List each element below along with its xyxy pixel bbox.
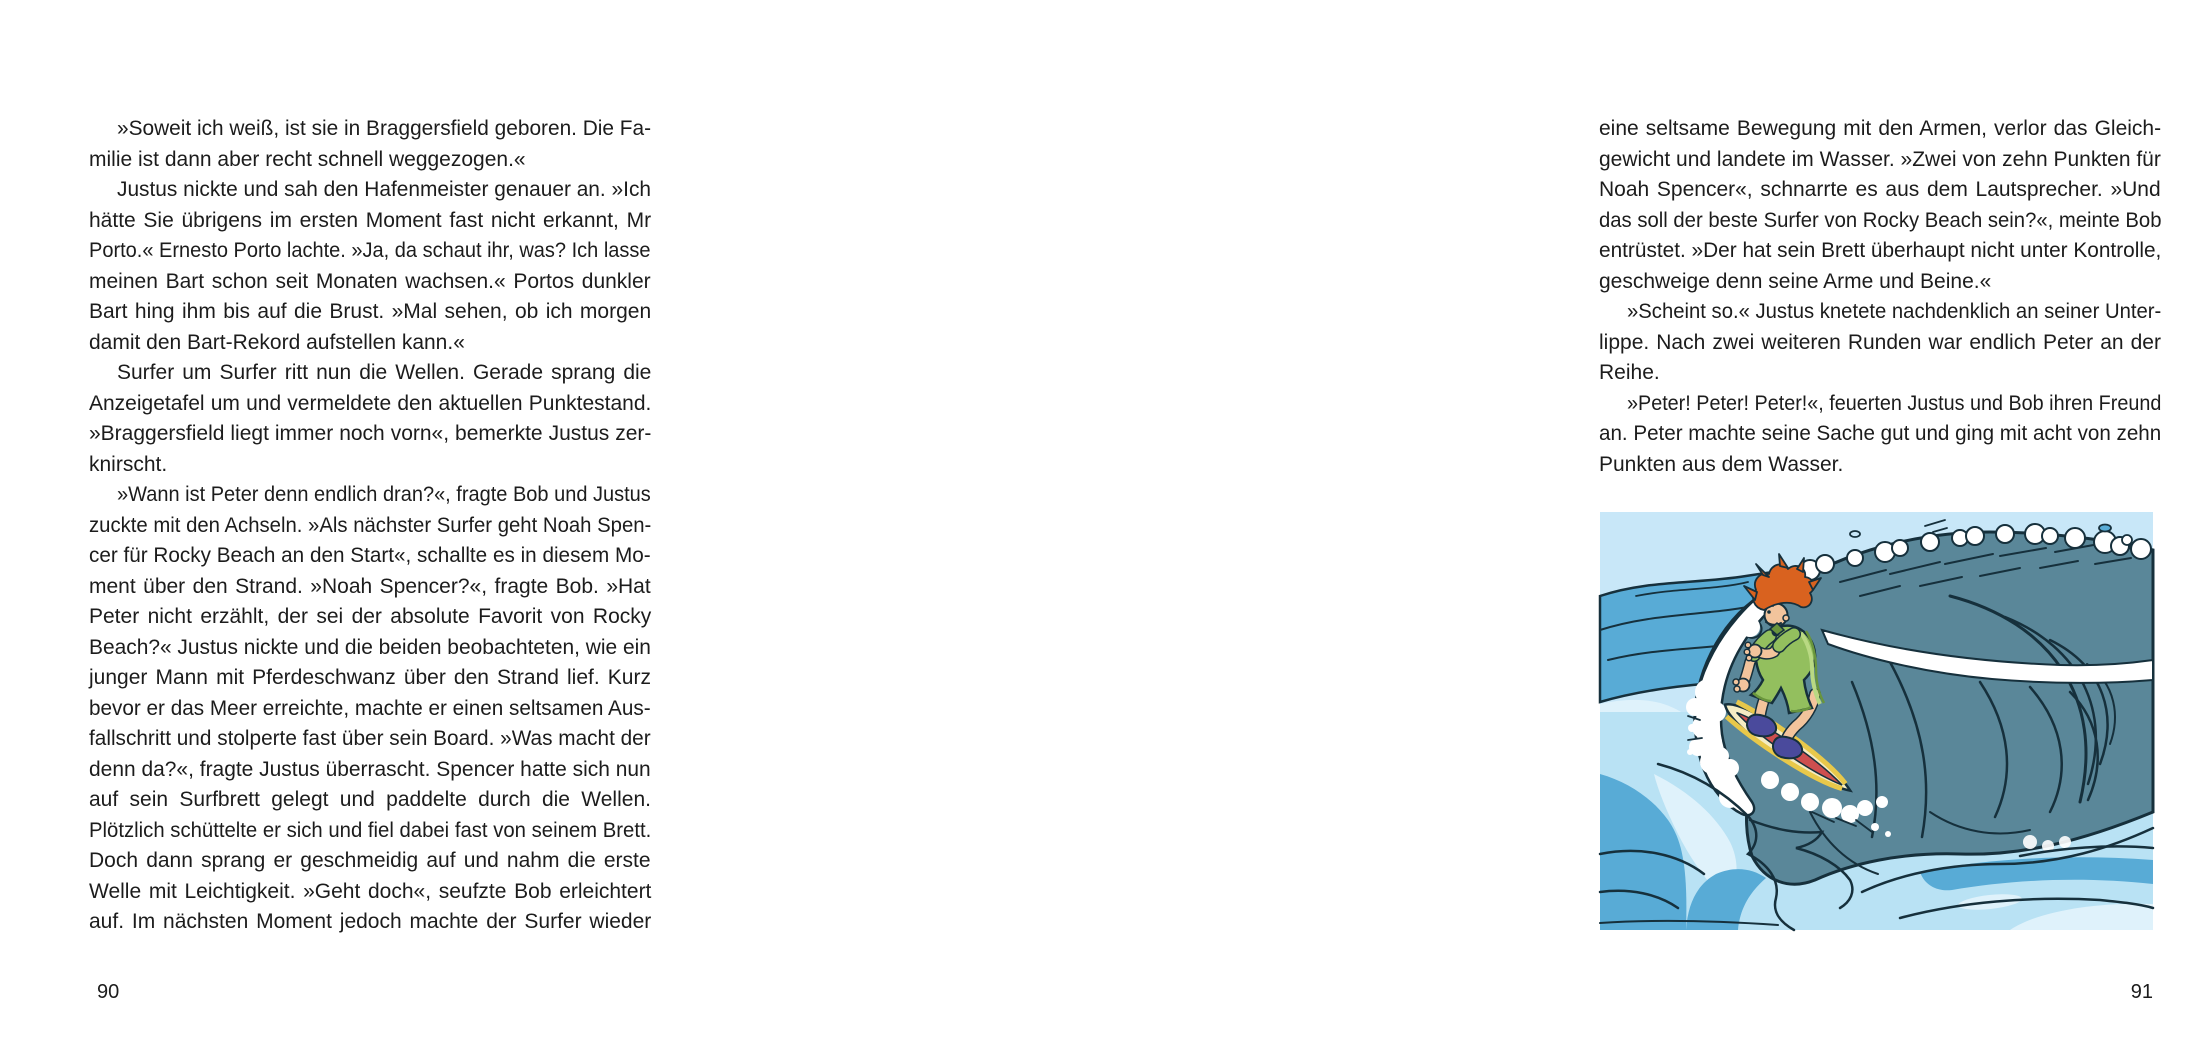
text-line: damit den Bart-Rekord aufstellen kann.« xyxy=(89,330,465,354)
text-line: Punkten aus dem Wasser. xyxy=(1599,452,1844,476)
text-line: »Braggersfield liegt immer noch vorn«, bemerkte Justus zer- xyxy=(89,422,652,445)
right-page xyxy=(750,0,2162,1061)
text-line: geschweige denn seine Arme und Beine.« xyxy=(1599,269,1992,293)
text-line: cer für Rocky Beach an den Start«, schallte es in diesem Mo- xyxy=(89,544,651,567)
text-line: meinen Bart schon seit Monaten wachsen.« Portos dunkler xyxy=(89,269,651,293)
surfer-eye xyxy=(1767,610,1771,614)
page-number-left: 90 xyxy=(97,981,120,1003)
surfer-pointing-hand xyxy=(1733,679,1750,693)
left-page xyxy=(0,0,750,1061)
text-line: Peter nicht erzählt, der sei der absolute Favorit von Rocky xyxy=(89,605,652,628)
text-line: »Scheint so.« Justus knetete nachdenklich an seiner Unter- xyxy=(1627,300,2162,323)
text-line: fallschritt und stolperte fast über sein Board. »Was macht der xyxy=(89,727,651,750)
surfer-ear xyxy=(1783,615,1789,621)
text-line: Surfer um Surfer ritt nun die Wellen. Gerade sprang die xyxy=(117,361,652,384)
surfer-illustration xyxy=(1600,512,2153,930)
text-line: »Wann ist Peter denn endlich dran?«, fragte Bob und Justus xyxy=(117,483,651,506)
text-line: Anzeigetafel um und vermeldete den aktuellen Punktestand. xyxy=(89,391,652,415)
text-line: ment über den Strand. »Noah Spencer?«, fragte Bob. »Hat xyxy=(89,574,651,598)
left-page-text xyxy=(89,114,651,938)
text-line: Justus nickte und sah den Hafenmeister genauer an. »Ich xyxy=(117,178,651,201)
text-line: bevor er das Meer erreichte, machte er einen seltsamen Aus- xyxy=(89,696,651,720)
text-line: gewicht und landete im Wasser. »Zwei von zehn Punkten für xyxy=(1599,147,2161,171)
text-line: milie ist dann aber recht schnell weggezogen.« xyxy=(89,147,526,171)
text-line: lippe. Nach zwei weiteren Runden war endlich Peter an der xyxy=(1599,330,2161,354)
text-line: Reihe. xyxy=(1599,361,1660,384)
text-line: hätte Sie übrigens im ersten Moment fast nicht erkannt, Mr xyxy=(89,208,652,232)
text-line: das soll der beste Surfer von Rocky Beach sein?«, meinte Bob xyxy=(1599,208,2162,232)
text-line: Doch dann sprang er geschmeidig auf und nahm die erste xyxy=(89,849,651,872)
text-line: zuckte mit den Achseln. »Als nächster Surfer geht Noah Spen- xyxy=(89,513,652,537)
text-line: Welle mit Leichtigkeit. »Geht doch«, seufzte Bob erleichtert xyxy=(89,879,652,903)
page-number-right: 91 xyxy=(2130,981,2153,1003)
text-line: Porto.« Ernesto Porto lachte. »Ja, da schaut ihr, was? Ich lasse xyxy=(89,239,651,262)
text-line: Bart hing ihm bis auf die Brust. »Mal sehen, ob ich morgen xyxy=(89,300,652,323)
text-line: eine seltsame Bewegung mit den Armen, verlor das Gleich- xyxy=(1599,117,2162,140)
surfer-illustration-svg xyxy=(1600,512,2153,930)
text-line: denn da?«, fragte Justus überrascht. Spencer hatte sich nun xyxy=(89,757,651,781)
text-line: Plötzlich schüttelte er sich und fiel dabei fast von seinem Brett. xyxy=(89,818,652,842)
text-line: entrüstet. »Der hat sein Brett überhaupt nicht unter Kontrolle, xyxy=(1599,239,2162,262)
text-line: an. Peter machte seine Sache gut und ging mit acht von zehn xyxy=(1599,422,2162,445)
right-page-text xyxy=(1599,114,2161,480)
text-line: »Peter! Peter! Peter!«, feuerten Justus und Bob ihren Freund xyxy=(1627,391,2162,415)
text-line: auf. Im nächsten Moment jedoch machte der Surfer wieder xyxy=(89,910,652,933)
text-line: Noah Spencer«, schnarrte es aus dem Lautsprecher. »Und xyxy=(1599,178,2161,201)
text-line: auf sein Surfbrett gelegt und paddelte durch die Wellen. xyxy=(89,788,651,811)
text-line: junger Mann mit Pferdeschwanz über den Strand lief. Kurz xyxy=(89,666,651,689)
text-line: »Soweit ich weiß, ist sie in Braggersfield geboren. Die Fa- xyxy=(117,117,652,140)
text-line: Beach?« Justus nickte und die beiden beobachteten, wie ein xyxy=(89,635,651,659)
text-line: knirscht. xyxy=(89,452,168,476)
